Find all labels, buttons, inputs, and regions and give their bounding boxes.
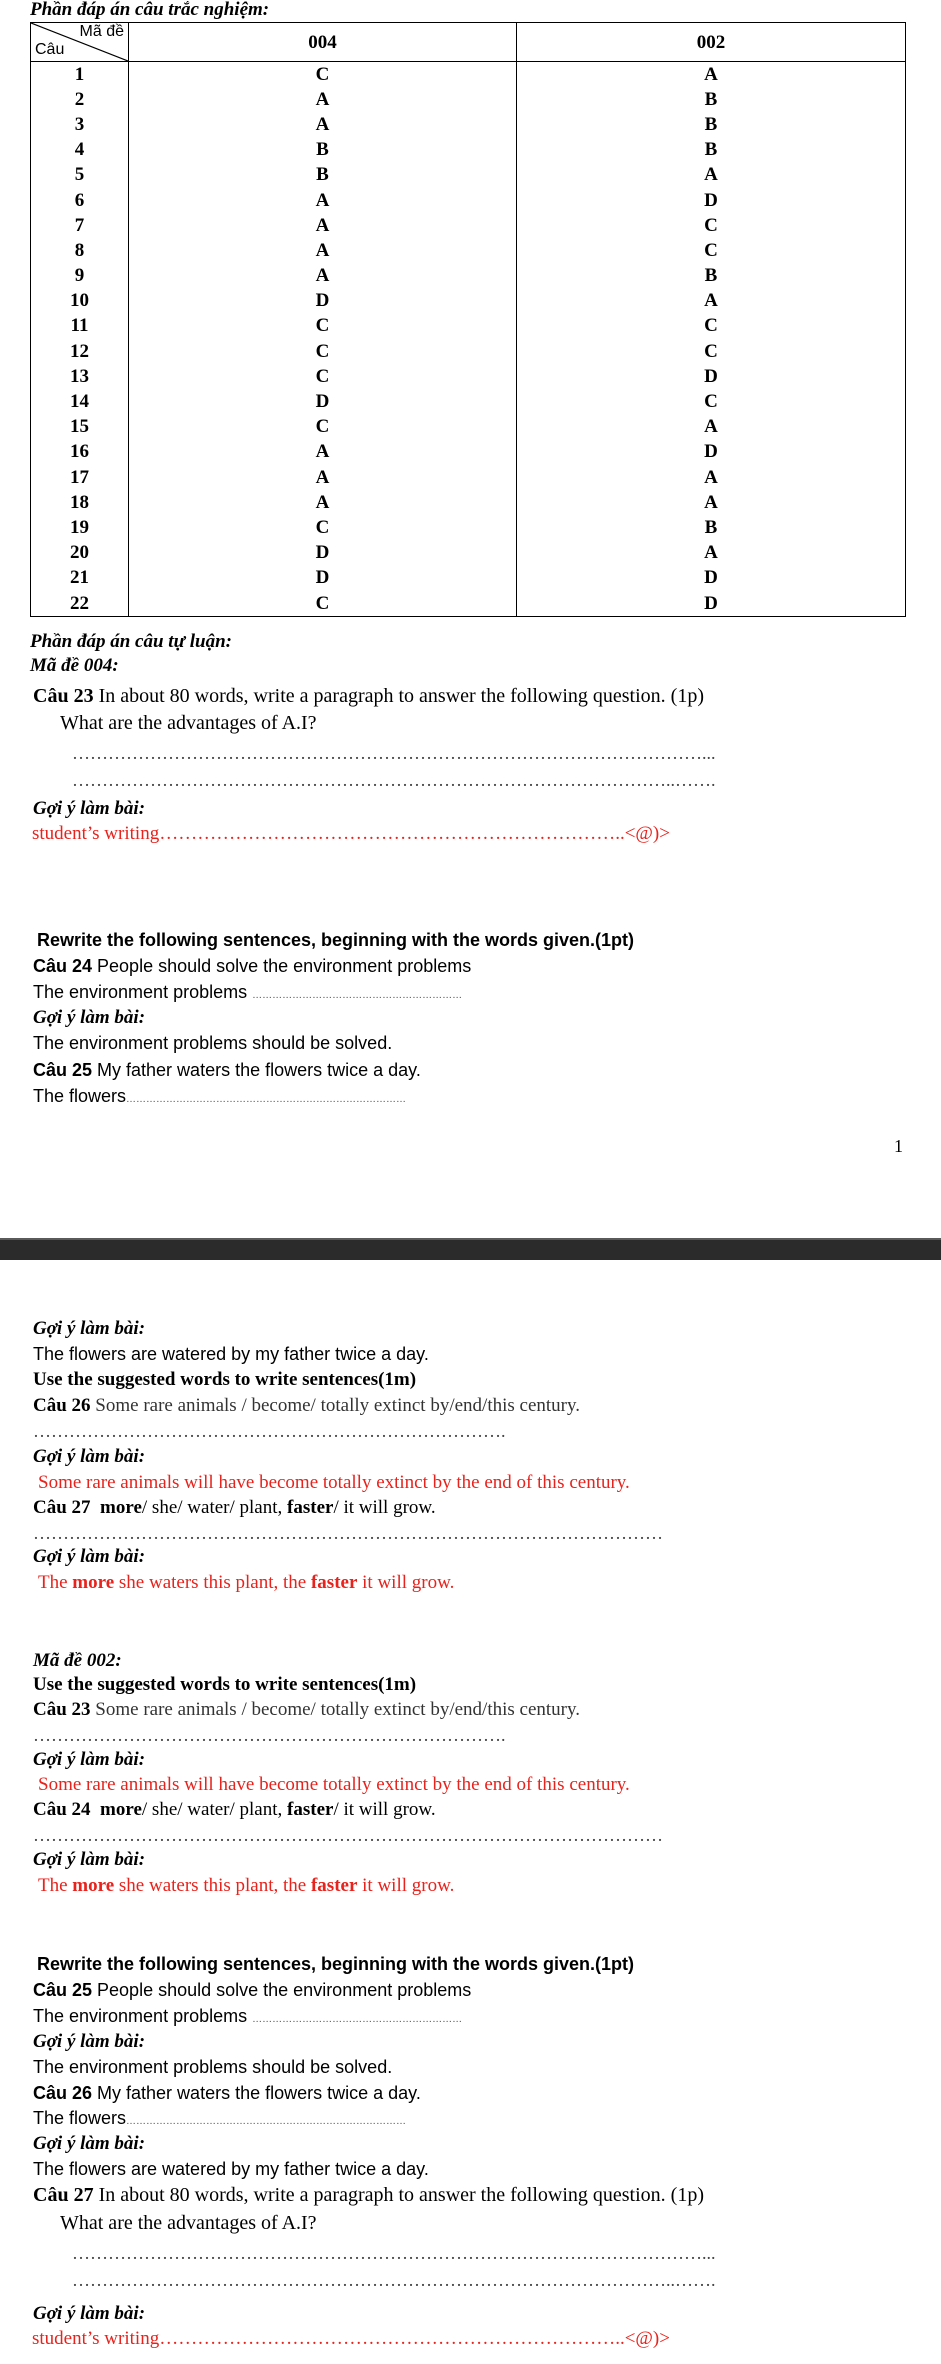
q24-002-word-more: more (100, 1799, 142, 1820)
q25-002-text: People should solve the environment problems (92, 1980, 472, 2000)
answer-004-cell: C (129, 364, 517, 389)
q24-002-ans-more: more (72, 1875, 115, 1896)
question-number-cell: 13 (31, 364, 129, 389)
q25-002-prompt (33, 2006, 462, 2027)
hint-label: Gợi ý làm bài: (33, 2133, 146, 2154)
answer-002-cell: A (517, 163, 906, 188)
q26-002 (33, 2083, 421, 2104)
q24-002-ans-part: she waters this plant, the (114, 1875, 311, 1896)
hint-label: Gợi ý làm bài: (33, 1849, 146, 1870)
answer-004-cell: A (129, 213, 517, 238)
question-number-cell: 1 (31, 62, 129, 88)
answer-004-cell: B (129, 163, 517, 188)
table-row (31, 515, 906, 540)
answer-002-cell: A (517, 289, 906, 314)
q25-004-prompt-dots: ………………………………………………………………………… (126, 1094, 407, 1105)
q27-004-end: / it will grow. (333, 1497, 436, 1518)
answer-002-cell: C (517, 314, 906, 339)
q24-002-ans-faster: faster (310, 1875, 358, 1896)
hint-label: Gợi ý làm bài: (33, 798, 146, 819)
table-header-row (31, 23, 906, 62)
table-row (31, 163, 906, 188)
q27-004-mid: / she/ water/ plant, (141, 1497, 288, 1518)
question-number-cell: 16 (31, 440, 129, 465)
question-number-cell: 10 (31, 289, 129, 314)
table-row (31, 264, 906, 289)
essay-section-title: Phần đáp án câu tự luận: (30, 631, 232, 652)
answer-002-cell: C (517, 213, 906, 238)
answer-004-cell: A (129, 440, 517, 465)
q27-002-answer: student’s writing………………………………………………………………..<@)> (32, 2328, 670, 2349)
rewrite-heading-002: Rewrite the following sentences, beginning with the words given.(1pt) (37, 1954, 635, 1974)
q24-004-prompt-dots: ……………………………………………………… (252, 990, 463, 1001)
answer-004-cell: A (129, 87, 517, 112)
q27-004-ans-part: The (38, 1572, 73, 1593)
header-cau: Câu (35, 41, 65, 58)
table-row (31, 238, 906, 263)
answer-004-cell: C (129, 415, 517, 440)
answer-002-cell: A (517, 541, 906, 566)
answer-002-cell: D (517, 188, 906, 213)
q26-004-answer: Some rare animals will have become totally extinct by the end of this century. (38, 1472, 630, 1493)
q24-002-label: Câu 24 (33, 1799, 91, 1820)
q27-002-label: Câu 27 (33, 2184, 94, 2206)
table-row (31, 440, 906, 465)
header-code-002: 002 (517, 23, 906, 62)
hint-label: Gợi ý làm bài: (33, 1318, 146, 1339)
q24-004-text: People should solve the environment problems (92, 956, 472, 976)
q27-004 (33, 1497, 436, 1519)
table-row (31, 566, 906, 591)
answer-002-cell: C (517, 339, 906, 364)
answer-002-cell: D (517, 566, 906, 591)
question-number-cell: 8 (31, 238, 129, 263)
q25-004-text: My father waters the flowers twice a day. (92, 1060, 421, 1080)
header-code-004: 004 (129, 23, 517, 62)
q24-002-ans-part: The (38, 1875, 73, 1896)
q27-004-label: Câu 27 (33, 1497, 91, 1518)
answer-004-cell: A (129, 465, 517, 490)
q23-004-question: What are the advantages of A.I? (60, 712, 317, 734)
q24-002 (33, 1799, 436, 1821)
q24-004-prompt (33, 982, 462, 1003)
answer-002-cell: C (517, 389, 906, 414)
q26-002-prompt-dots: ………………………………………………………………………… (126, 2116, 407, 2127)
answer-004-cell: C (129, 314, 517, 339)
question-number-cell: 14 (31, 389, 129, 414)
table-row (31, 314, 906, 339)
q26-002-text: My father waters the flowers twice a day. (92, 2083, 421, 2103)
question-number-cell: 21 (31, 566, 129, 591)
question-number-cell: 6 (31, 188, 129, 213)
q25-002-prompt-text: The environment problems (33, 2006, 253, 2026)
answer-004-cell: D (129, 566, 517, 591)
answer-002-cell: B (517, 264, 906, 289)
answer-002-cell: A (517, 62, 906, 88)
q25-002-label: Câu 25 (33, 1980, 93, 2000)
question-number-cell: 3 (31, 112, 129, 137)
q24-002-dots: …………………………………………………………………………………………… (33, 1825, 663, 1845)
q27-002-dotline-1: ……………………………………………………………………………………………... (72, 2243, 716, 2263)
hint-label: Gợi ý làm bài: (33, 1007, 146, 1028)
question-number-cell: 17 (31, 465, 129, 490)
q27-004-ans-faster: faster (310, 1572, 358, 1593)
question-number-cell: 12 (31, 339, 129, 364)
table-row (31, 415, 906, 440)
hint-label: Gợi ý làm bài: (33, 2031, 146, 2052)
answer-002-cell: B (517, 138, 906, 163)
table-row (31, 213, 906, 238)
table-row (31, 188, 906, 213)
page-break (0, 1240, 941, 1260)
q24-002-end: / it will grow. (333, 1799, 436, 1820)
q25-002 (33, 1980, 471, 2001)
answer-004-cell: A (129, 490, 517, 515)
q23-002-answer: Some rare animals will have become totally extinct by the end of this century. (38, 1774, 630, 1795)
hint-label: Gợi ý làm bài: (33, 2303, 146, 2324)
table-row (31, 87, 906, 112)
table-row (31, 465, 906, 490)
q27-002 (33, 2184, 704, 2207)
q27-004-ans-part: she waters this plant, the (114, 1572, 311, 1593)
answer-004-cell: C (129, 515, 517, 540)
table-row (31, 490, 906, 515)
answer-002-cell: C (517, 238, 906, 263)
q27-002-dotline-2: ………………………………………………………………………………………..……. (72, 2270, 716, 2290)
hint-label: Gợi ý làm bài: (33, 1546, 146, 1567)
q23-004-text: In about 80 words, write a paragraph to answer the following question. (1p) (93, 685, 704, 707)
answer-004-cell: A (129, 188, 517, 213)
code-002-title: Mã đề 002: (33, 1650, 122, 1671)
q23-002-dots: ……………………………………………………………………. (33, 1725, 506, 1745)
q26-004-text: Some rare animals / become/ totally extinct by/end/this century. (90, 1395, 581, 1416)
q24-002-answer (38, 1875, 454, 1897)
q23-002 (33, 1699, 580, 1721)
answer-002-cell: B (517, 515, 906, 540)
q26-002-label: Câu 26 (33, 2083, 93, 2103)
q24-004-answer: The environment problems should be solved. (33, 1033, 393, 1053)
q26-002-prompt-text: The flowers (33, 2108, 127, 2128)
header-diagonal-cell (31, 23, 129, 62)
q24-004-prompt-text: The environment problems (33, 982, 253, 1002)
q27-002-question: What are the advantages of A.I? (60, 2212, 317, 2234)
q27-004-word-more: more (100, 1497, 142, 1518)
q25-004 (33, 1060, 421, 1081)
q26-002-answer: The flowers are watered by my father twice a day. (33, 2159, 429, 2179)
question-number-cell: 15 (31, 415, 129, 440)
table-row (31, 62, 906, 88)
answer-004-cell: A (129, 112, 517, 137)
q26-004 (33, 1395, 580, 1417)
answer-004-cell: C (129, 591, 517, 617)
q23-004-dotline-1: ……………………………………………………………………………………………... (72, 743, 716, 763)
table-row (31, 591, 906, 617)
table-row (31, 389, 906, 414)
question-number-cell: 18 (31, 490, 129, 515)
question-number-cell: 5 (31, 163, 129, 188)
answer-004-cell: A (129, 238, 517, 263)
answer-002-cell: A (517, 490, 906, 515)
table-row (31, 138, 906, 163)
q27-002-text: In about 80 words, write a paragraph to answer the following question. (1p) (93, 2184, 704, 2206)
hint-label: Gợi ý làm bài: (33, 1749, 146, 1770)
q24-002-ans-part: it will grow. (357, 1875, 455, 1896)
answer-002-cell: D (517, 364, 906, 389)
question-number-cell: 22 (31, 591, 129, 617)
answer-002-cell: A (517, 415, 906, 440)
q26-004-label: Câu 26 (33, 1395, 91, 1416)
suggested-heading-004: Use the suggested words to write sentences(1m) (33, 1369, 417, 1390)
mc-section-title: Phần đáp án câu trắc nghiệm: (30, 0, 270, 20)
answer-002-cell: D (517, 440, 906, 465)
answer-004-cell: C (129, 62, 517, 88)
code-004-title: Mã đề 004: (30, 655, 119, 676)
q26-004-dots: ……………………………………………………………………. (33, 1421, 506, 1441)
answer-002-cell: D (517, 591, 906, 617)
q27-004-ans-part: it will grow. (357, 1572, 455, 1593)
question-number-cell: 7 (31, 213, 129, 238)
answer-004-cell: D (129, 289, 517, 314)
question-number-cell: 4 (31, 138, 129, 163)
q27-004-answer (38, 1572, 454, 1594)
q23-004-answer: student’s writing………………………………………………………………..<@)> (32, 823, 670, 844)
question-number-cell: 11 (31, 314, 129, 339)
table-row (31, 541, 906, 566)
table-row (31, 289, 906, 314)
question-number-cell: 19 (31, 515, 129, 540)
answer-004-cell: C (129, 339, 517, 364)
answer-002-cell: B (517, 87, 906, 112)
suggested-heading-002: Use the suggested words to write sentences(1m) (33, 1674, 417, 1695)
answer-004-cell: B (129, 138, 517, 163)
q27-004-dots: …………………………………………………………………………………………… (33, 1523, 663, 1543)
q25-004-answer: The flowers are watered by my father twice a day. (33, 1344, 429, 1364)
q23-002-label: Câu 23 (33, 1699, 91, 1720)
question-number-cell: 2 (31, 87, 129, 112)
header-ma-de: Mã đề (79, 23, 124, 40)
q24-004-label: Câu 24 (33, 956, 93, 976)
table-row (31, 112, 906, 137)
q25-002-answer: The environment problems should be solved. (33, 2057, 393, 2077)
question-number-cell: 9 (31, 264, 129, 289)
rewrite-heading-004: Rewrite the following sentences, beginning with the words given.(1pt) (37, 930, 635, 950)
hint-label: Gợi ý làm bài: (33, 1446, 146, 1467)
page-number: 1 (894, 1136, 903, 1156)
answer-table (30, 22, 906, 617)
answer-002-cell: B (517, 112, 906, 137)
question-number-cell: 20 (31, 541, 129, 566)
q27-004-ans-more: more (72, 1572, 115, 1593)
answer-004-cell: D (129, 389, 517, 414)
q23-004-label: Câu 23 (33, 685, 94, 707)
table-row (31, 364, 906, 389)
q25-004-prompt (33, 1086, 406, 1107)
table-row (31, 339, 906, 364)
q23-004-dotline-2: ………………………………………………………………………………………..……. (72, 770, 716, 790)
q23-004 (33, 685, 704, 708)
q23-002-text: Some rare animals / become/ totally extinct by/end/this century. (90, 1699, 581, 1720)
answer-002-cell: A (517, 465, 906, 490)
q24-002-mid: / she/ water/ plant, (141, 1799, 288, 1820)
q27-004-word-faster: faster (287, 1497, 334, 1518)
q25-004-prompt-text: The flowers (33, 1086, 127, 1106)
answer-004-cell: A (129, 264, 517, 289)
answer-004-cell: D (129, 541, 517, 566)
q24-002-word-faster: faster (287, 1799, 334, 1820)
q25-002-prompt-dots: ……………………………………………………… (252, 2014, 463, 2025)
q25-004-label: Câu 25 (33, 1060, 93, 1080)
q24-004 (33, 956, 471, 977)
q26-002-prompt (33, 2108, 406, 2129)
